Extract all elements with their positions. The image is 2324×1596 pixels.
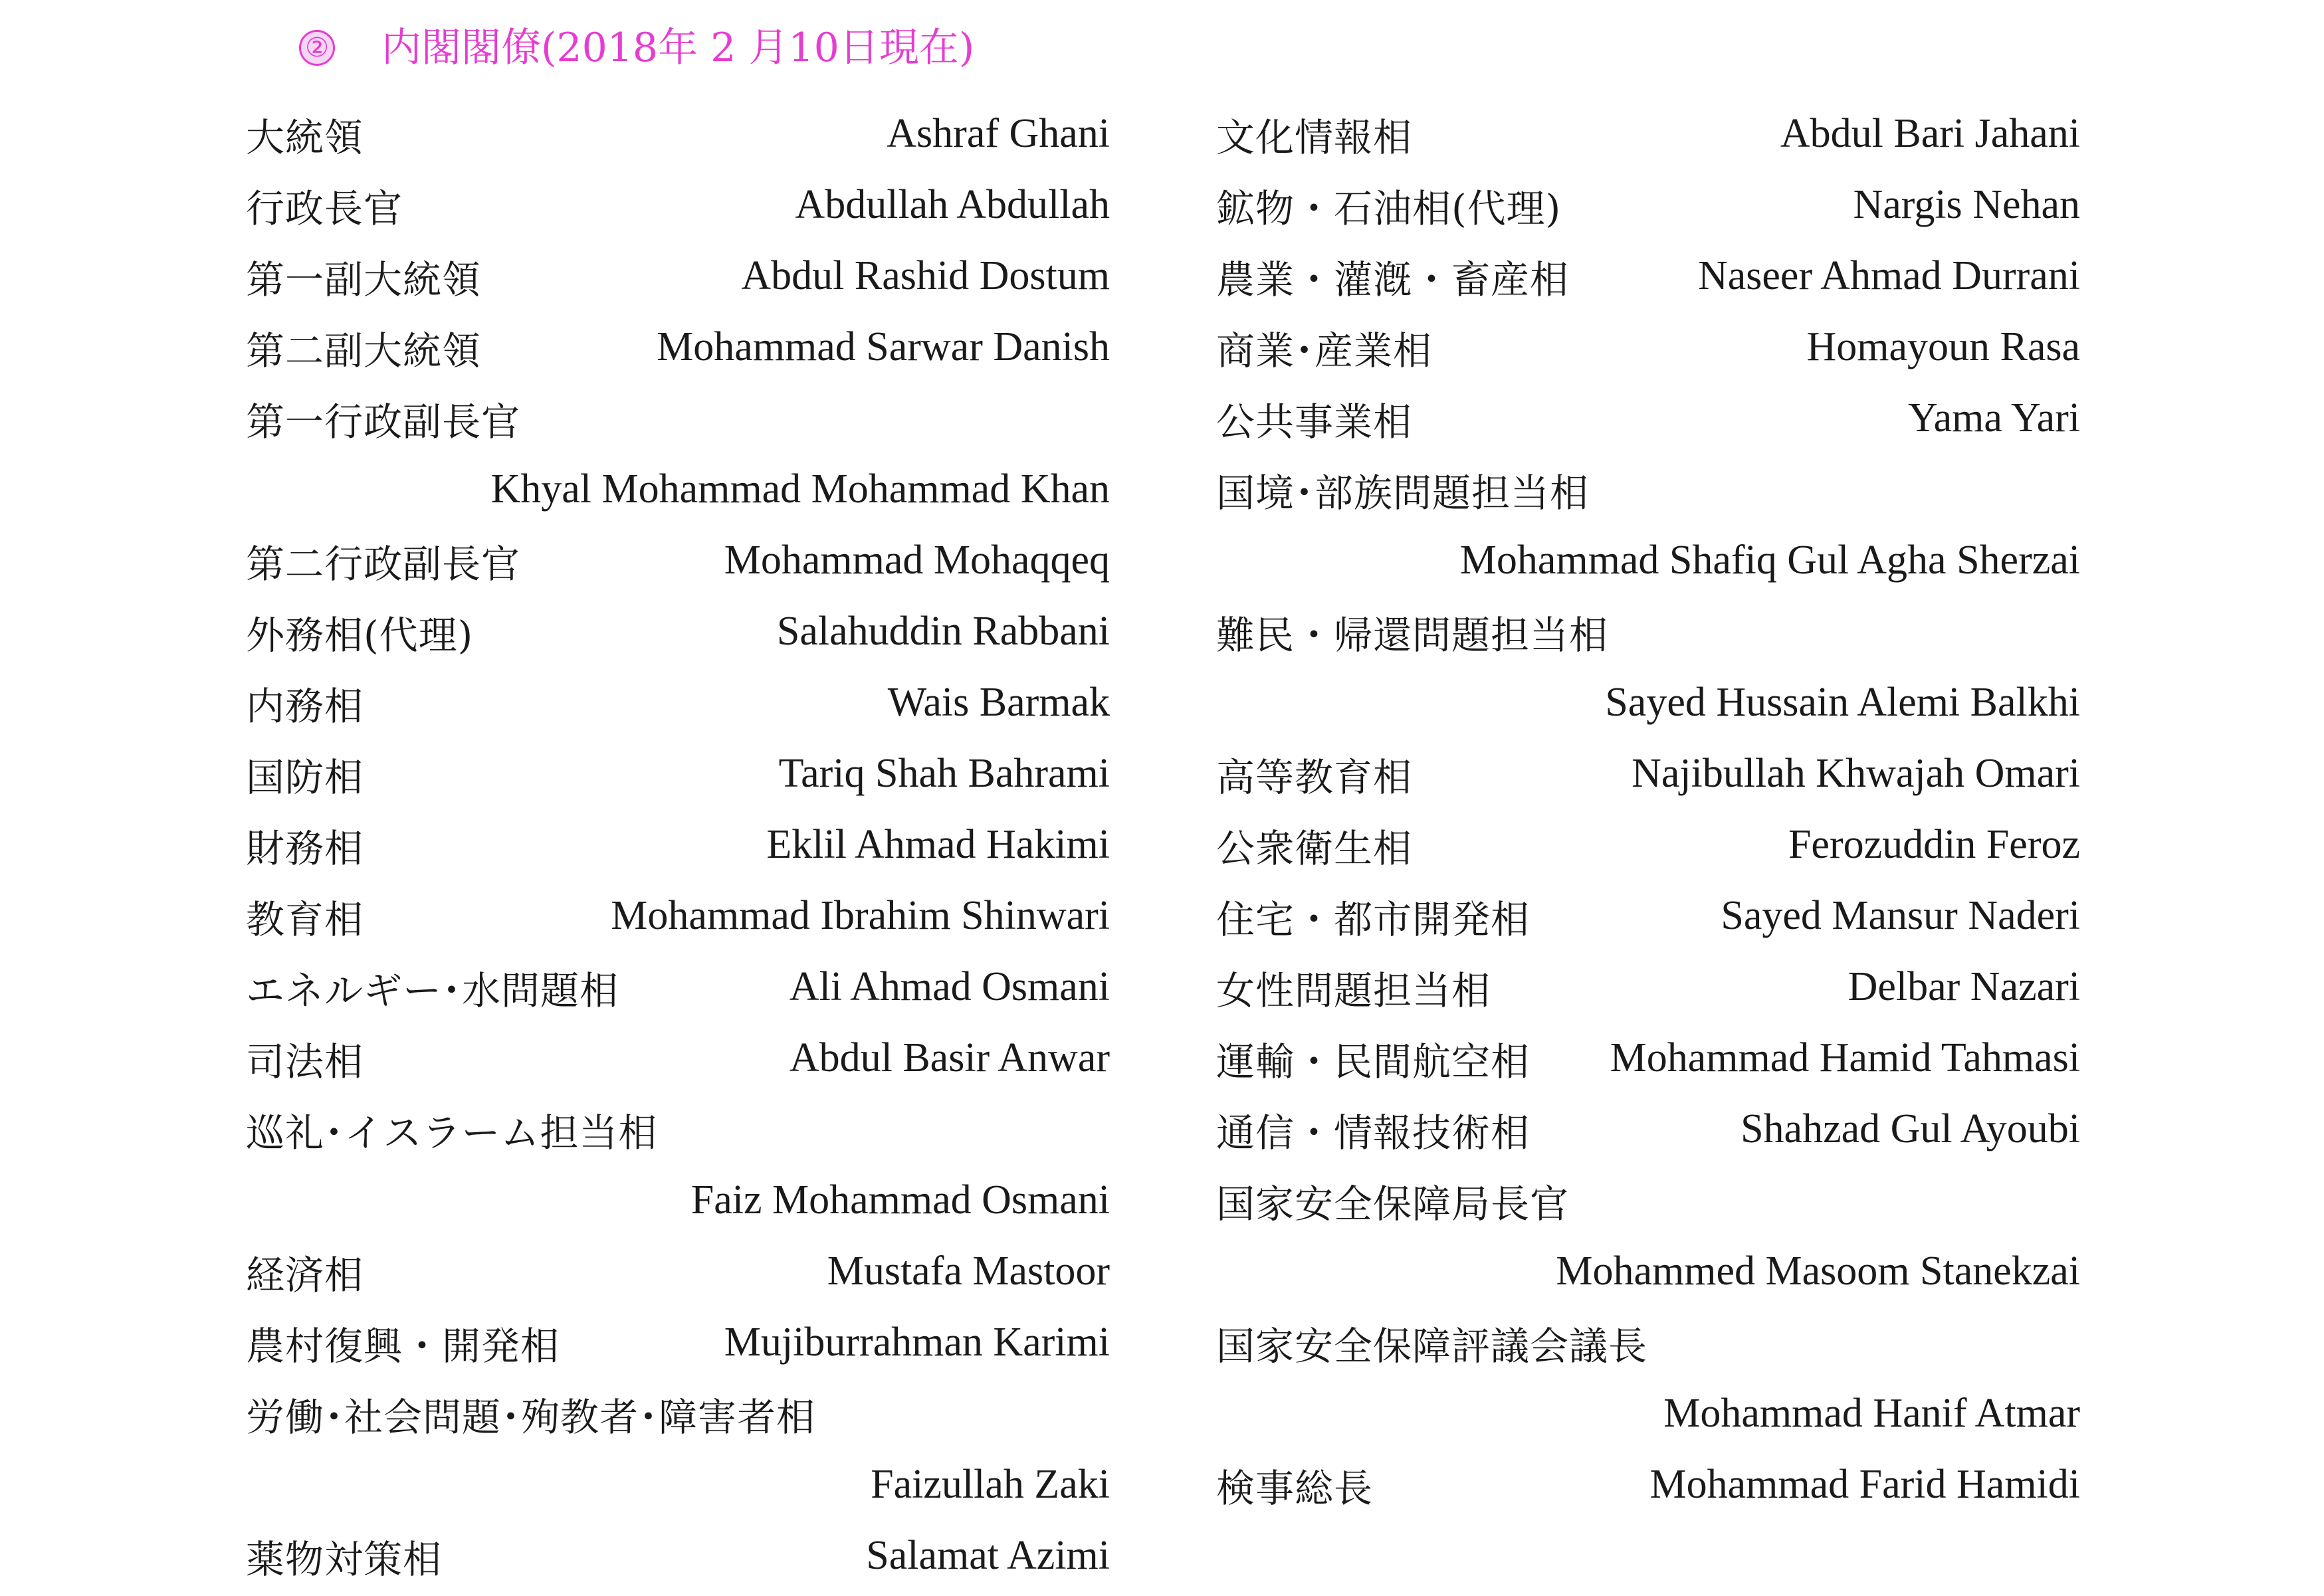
- section-number-badge: ②: [299, 30, 335, 66]
- minister-post: 難民・帰還問題担当相: [1216, 612, 1609, 658]
- cabinet-row: [1216, 312, 2080, 383]
- minister-post: 高等教育相: [1216, 754, 1413, 800]
- minister-name: Salamat Azimi: [866, 1533, 1110, 1578]
- cabinet-row: [1216, 1094, 2080, 1165]
- minister-name: Shahzad Gul Ayoubi: [1741, 1106, 2080, 1151]
- right-column-cabinet-list: [1216, 98, 2080, 1520]
- cabinet-row: [1216, 951, 2080, 1023]
- minister-name: Najibullah Khwajah Omari: [1632, 751, 2080, 796]
- cabinet-row: [246, 169, 1110, 241]
- cabinet-row: [246, 1307, 1110, 1378]
- cabinet-row: [246, 525, 1110, 596]
- minister-post: 薬物対策相: [246, 1536, 443, 1582]
- cabinet-row: [1216, 596, 2080, 667]
- cabinet-row: [1216, 809, 2080, 880]
- minister-name: Mujiburrahman Karimi: [724, 1320, 1110, 1365]
- cabinet-row: [246, 1236, 1110, 1307]
- minister-post: 住宅・都市開発相: [1216, 896, 1531, 942]
- cabinet-row: [246, 1520, 1110, 1591]
- minister-post: 女性問題担当相: [1216, 967, 1491, 1013]
- minister-name: Faiz Mohammad Osmani: [690, 1177, 1110, 1223]
- minister-name: Abdul Bari Jahani: [1780, 111, 2080, 156]
- minister-name: Naseer Ahmad Durrani: [1697, 253, 2080, 298]
- cabinet-row: [1216, 169, 2080, 241]
- minister-name: Homayoun Rasa: [1806, 324, 2080, 369]
- cabinet-row: [1216, 1236, 2080, 1307]
- cabinet-row: [246, 951, 1110, 1023]
- minister-post: 運輸・民間航空相: [1216, 1039, 1531, 1084]
- minister-post: 検事総長: [1216, 1465, 1374, 1511]
- minister-name: Mohammad Ibrahim Shinwari: [611, 893, 1110, 938]
- minister-name: Faizullah Zaki: [871, 1462, 1110, 1507]
- minister-post: 鉱物・石油相(代理): [1216, 185, 1562, 231]
- cabinet-row: [246, 241, 1110, 312]
- cabinet-row: [1216, 880, 2080, 951]
- minister-post: 経済相: [246, 1252, 364, 1298]
- cabinet-row: [246, 738, 1110, 809]
- minister-name: Delbar Nazari: [1848, 964, 2080, 1009]
- minister-name: Abdul Basir Anwar: [789, 1035, 1110, 1080]
- cabinet-row: [246, 383, 1110, 454]
- minister-name: Mohammad Shafiq Gul Agha Sherzai: [1459, 538, 2080, 583]
- minister-post: 公衆衛生相: [1216, 825, 1413, 871]
- minister-name: Mohammad Sarwar Danish: [657, 324, 1110, 369]
- minister-post: 労働･社会問題･殉教者･障害者相: [246, 1394, 816, 1440]
- cabinet-row: [246, 1023, 1110, 1094]
- minister-name: Sayed Hussain Alemi Balkhi: [1605, 680, 2080, 725]
- minister-post: 内務相: [246, 683, 364, 729]
- minister-name: Tariq Shah Bahrami: [778, 751, 1110, 796]
- minister-post: 第一行政副長官: [246, 399, 521, 445]
- minister-post: 第一副大統領: [246, 256, 482, 302]
- cabinet-row: [246, 312, 1110, 383]
- minister-post: 大統領: [246, 114, 364, 160]
- cabinet-row: [1216, 98, 2080, 169]
- cabinet-row: [1216, 738, 2080, 809]
- minister-post: 司法相: [246, 1039, 364, 1084]
- minister-post: 第二行政副長官: [246, 541, 521, 587]
- cabinet-row: [246, 1449, 1110, 1520]
- cabinet-row: [246, 454, 1110, 525]
- minister-post: 農村復興・開発相: [246, 1323, 560, 1369]
- minister-post: 商業･産業相: [1216, 328, 1433, 373]
- left-column-cabinet-list: [246, 98, 1110, 1591]
- minister-post: 国境･部族問題担当相: [1216, 470, 1590, 516]
- minister-name: Mohammad Hanif Atmar: [1663, 1391, 2080, 1436]
- cabinet-row: [1216, 667, 2080, 738]
- cabinet-row: [1216, 525, 2080, 596]
- minister-name: Abdul Rashid Dostum: [741, 253, 1110, 298]
- minister-post: 通信・情報技術相: [1216, 1110, 1531, 1155]
- cabinet-row: [246, 1094, 1110, 1165]
- cabinet-row: [246, 809, 1110, 880]
- cabinet-row: [246, 1165, 1110, 1236]
- minister-post: 行政長官: [246, 185, 403, 231]
- minister-name: Mohammad Farid Hamidi: [1649, 1462, 2080, 1507]
- cabinet-row: [246, 98, 1110, 169]
- minister-post: エネルギー･水問題相: [246, 967, 619, 1013]
- minister-post: 外務相(代理): [246, 612, 474, 658]
- minister-post: 国防相: [246, 754, 364, 800]
- cabinet-row: [1216, 383, 2080, 454]
- minister-name: Mohammad Mohaqqeq: [724, 538, 1110, 583]
- cabinet-row: [246, 667, 1110, 738]
- section-header: [299, 15, 974, 81]
- cabinet-row: [1216, 241, 2080, 312]
- cabinet-row: [1216, 1165, 2080, 1236]
- minister-post: 文化情報相: [1216, 114, 1413, 160]
- minister-post: 教育相: [246, 896, 364, 942]
- minister-name: Sayed Mansur Naderi: [1721, 893, 2080, 938]
- cabinet-row: [1216, 1378, 2080, 1449]
- cabinet-row: [1216, 1307, 2080, 1378]
- minister-name: Yama Yari: [1908, 395, 2080, 441]
- minister-name: Wais Barmak: [887, 680, 1110, 725]
- minister-name: Eklil Ahmad Hakimi: [766, 822, 1110, 867]
- minister-name: Khyal Mohammad Mohammad Khan: [490, 466, 1110, 512]
- minister-post: 巡礼･イスラーム担当相: [246, 1110, 658, 1155]
- minister-name: Mohammed Masoom Stanekzai: [1556, 1248, 2080, 1294]
- minister-post: 国家安全保障局長官: [1216, 1181, 1570, 1227]
- cabinet-row: [1216, 1023, 2080, 1094]
- minister-name: Abdullah Abdullah: [795, 182, 1110, 227]
- minister-post: 国家安全保障評議会議長: [1216, 1323, 1648, 1369]
- cabinet-row: [246, 1378, 1110, 1449]
- minister-name: Ali Ahmad Osmani: [789, 964, 1110, 1009]
- minister-name: Mohammad Hamid Tahmasi: [1610, 1035, 2080, 1080]
- minister-post: 第二副大統領: [246, 328, 482, 373]
- minister-name: Ferozuddin Feroz: [1788, 822, 2080, 867]
- minister-post: 公共事業相: [1216, 399, 1413, 445]
- minister-post: 財務相: [246, 825, 364, 871]
- cabinet-row: [246, 880, 1110, 951]
- cabinet-row: [246, 596, 1110, 667]
- minister-name: Mustafa Mastoor: [827, 1248, 1110, 1294]
- minister-name: Nargis Nehan: [1853, 182, 2080, 227]
- minister-name: Salahuddin Rabbani: [776, 609, 1110, 654]
- minister-name: Ashraf Ghani: [887, 111, 1110, 156]
- section-title: 内閣閣僚(2018年 2 月10日現在): [381, 25, 975, 71]
- minister-post: 農業・灌漑・畜産相: [1216, 256, 1570, 302]
- cabinet-row: [1216, 454, 2080, 525]
- cabinet-row: [1216, 1449, 2080, 1520]
